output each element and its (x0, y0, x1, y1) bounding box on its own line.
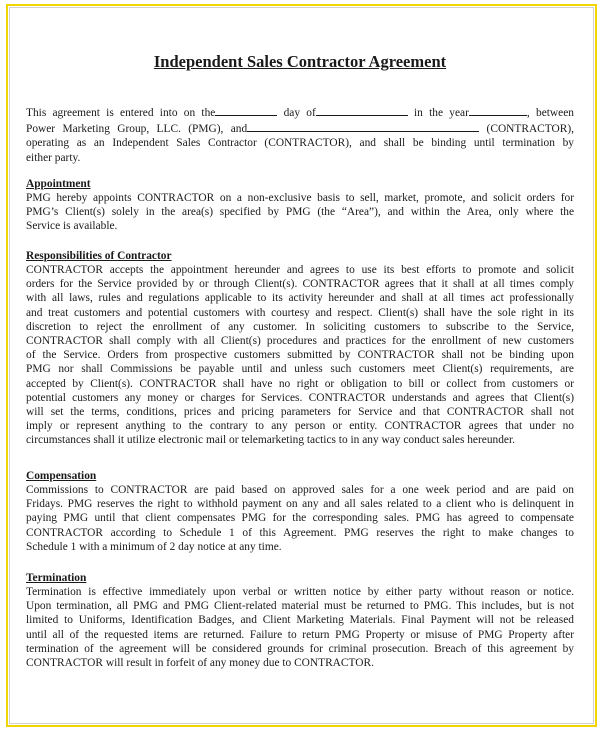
text-line: Termination is effective immediately upon verbal or written notice by either party without reason or notice. (26, 586, 574, 598)
month-blank[interactable] (316, 104, 408, 116)
date-blank[interactable] (215, 104, 277, 116)
text-line: CONTRACTOR accepts the appointment hereunder and agrees to use its best efforts to promote and solicit (26, 264, 574, 276)
text-line: CONTRACTOR according to Schedule 1 of this Agreement. PMG reserves the right to make changes to (26, 526, 574, 539)
section-heading-appointment: Appointment (26, 178, 91, 190)
text-line: termination of the agreement will be considered grounds for criminal prosecution. Breach of this agreement by (26, 642, 574, 655)
text-line: with all laws, rules and regulations applicable to its activity hereunder and shall at all times act professionally (26, 292, 574, 305)
text-line: PMG nor shall Commissions be payable until and unless such customers meet Client(s) requirements, are (26, 363, 574, 376)
contractor-name-blank[interactable] (247, 120, 479, 132)
text-line: Schedule 1 with a minimum of 2 day notice at any time. (26, 540, 282, 553)
document-title: Independent Sales Contractor Agreement (153, 52, 447, 71)
section-body-appointment (26, 191, 574, 234)
text-line: Upon termination, all PMG and PMG Client-related material must be returned to PMG. This includes, but is not (26, 600, 574, 613)
text-line: Service is available. (26, 220, 118, 233)
text-line: will set the terms, conditions, prices and pricing parameters for Service and that CONTRACTOR shall not (26, 406, 574, 419)
intro-paragraph (26, 104, 574, 165)
text-line: until all of the requested items are returned. Failure to return PMG Property or misuse of PMG Property after (26, 628, 574, 641)
section-body-responsibilities (26, 263, 574, 448)
text-line: orders for the Service provided by or through Client(s). CONTRACTOR agrees that it shall at all times comply (26, 278, 574, 291)
year-blank[interactable] (469, 104, 527, 116)
text-line: and treat customers and potential customers with courtesy and respect. Client(s) shall have the sole right in its (26, 306, 574, 319)
section-body-termination (26, 585, 574, 670)
text-line: imply or represent anything to the contrary to any person or entity. CONTRACTOR agrees that under no (26, 420, 574, 433)
section-body-compensation (26, 483, 574, 554)
section-heading-responsibilities: Responsibilities of Contractor (26, 250, 172, 262)
text-line: limited to Uniforms, Identification Badges, and Client Marketing Materials. Final Payment will not be released (26, 614, 574, 627)
text-line: Commissions to CONTRACTOR are paid based on approved sales for a one week period and are paid on (26, 484, 574, 496)
intro-line-1: This agreement is entered into on the day of in the year , between (26, 104, 574, 120)
text-line: of the Service. Orders from prospective customers submitted by CONTRACTOR shall not be binding upon (26, 349, 574, 362)
intro-line-3: operating as an Independent Sales Contractor (CONTRACTOR), and shall be binding until termination by (26, 137, 574, 150)
text-line: potential customers any money or charges for Services. CONTRACTOR understands and agrees that Client(s) (26, 391, 574, 404)
text-line: paying PMG until that client compensates PMG for the corresponding sales. PMG has agreed to compensate (26, 512, 574, 525)
section-heading-termination: Termination (26, 572, 87, 584)
text-line: PMG hereby appoints CONTRACTOR on a non-exclusive basis to sell, market, promote, and solicit orders for (26, 192, 574, 204)
text-line: CONTRACTOR will result in forfeit of any money due to CONTRACTOR. (26, 657, 374, 670)
text-line: PMG’s Client(s) solely in the area(s) specified by PMG (the “Area”), and within the Area, only where the (26, 206, 574, 219)
text-line: accepted by Client(s). CONTRACTOR shall have no right or obligation to bill or collect from customers or (26, 377, 574, 390)
text-line: CONTRACTOR shall comply with all Client(s) procedures and practices for the enrollment of new customers (26, 335, 574, 348)
text-line: discretion to reject the enrollment of any customer. In soliciting customers to subscribe to the Service, (26, 320, 574, 333)
intro-line-4: either party. (26, 151, 81, 164)
text-line: Fridays. PMG reserves the right to withhold payment on any and all sales related to a client who is delinquent in (26, 498, 574, 511)
intro-line-2: Power Marketing Group, LLC. (PMG), and (CONTRACTOR), (26, 120, 574, 136)
section-heading-compensation: Compensation (26, 470, 97, 482)
text-line: circumstances shall it utilize electronic mail or telemarketing tactics to in any way conduct sales hereunder. (26, 434, 515, 447)
